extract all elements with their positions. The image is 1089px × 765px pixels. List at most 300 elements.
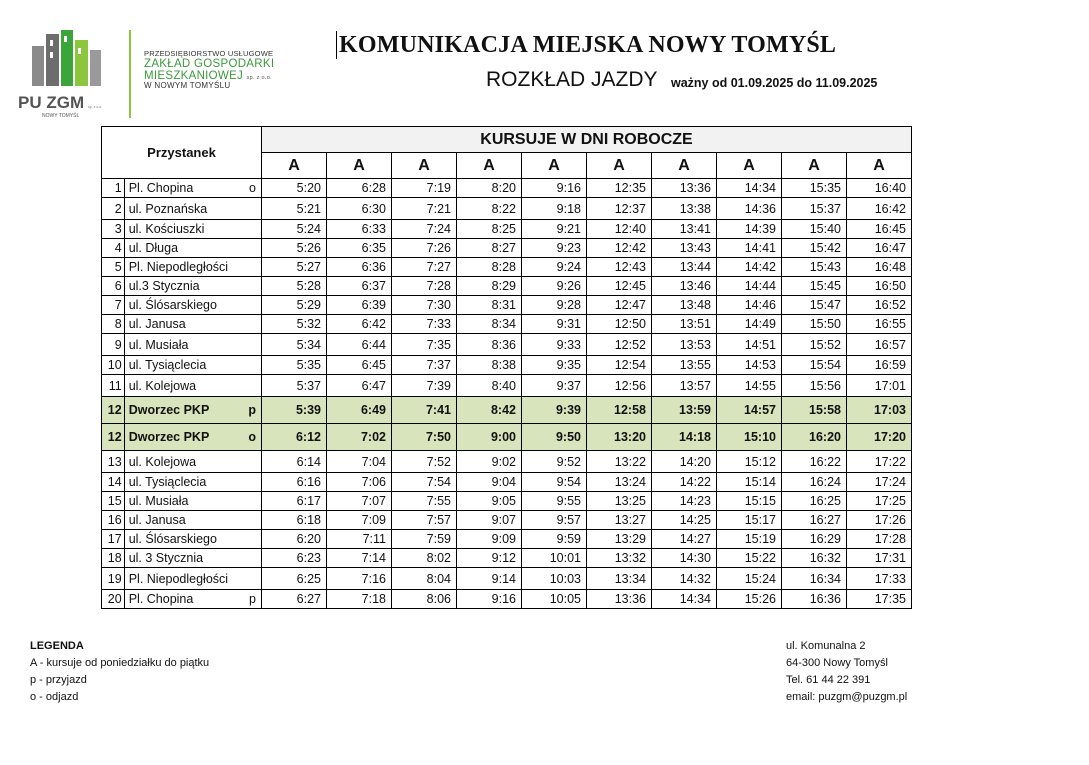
stop-number: 14 (102, 473, 125, 492)
departure-time: 7:50 (392, 424, 457, 451)
stop-number: 16 (102, 511, 125, 530)
stop-number: 11 (102, 375, 125, 397)
departure-time: 17:03 (847, 397, 912, 424)
departure-time: 13:38 (652, 198, 717, 220)
departure-time: 13:59 (652, 397, 717, 424)
stop-name: ul. Ślósarskiego (128, 298, 217, 312)
departure-time: 16:42 (847, 198, 912, 220)
departure-time: 15:54 (782, 356, 847, 375)
course-type-header: A (587, 153, 652, 179)
departure-time: 7:41 (392, 397, 457, 424)
departure-time: 7:55 (392, 492, 457, 511)
departure-time: 9:16 (457, 590, 522, 609)
departure-time: 6:27 (262, 590, 327, 609)
departure-time: 15:42 (782, 239, 847, 258)
departure-time: 14:32 (652, 568, 717, 590)
stop-name: Pl. Niepodległości (128, 260, 229, 274)
departure-time: 7:19 (392, 179, 457, 198)
departure-time: 13:29 (587, 530, 652, 549)
departure-time: 16:45 (847, 220, 912, 239)
course-type-header: A (457, 153, 522, 179)
stop-flag: o (248, 430, 256, 444)
departure-time: 14:44 (717, 277, 782, 296)
departure-time: 17:20 (847, 424, 912, 451)
departure-time: 7:57 (392, 511, 457, 530)
timetable-row (102, 473, 912, 492)
departure-time: 9:04 (457, 473, 522, 492)
timetable-row (102, 179, 912, 198)
departure-time: 9:26 (522, 277, 587, 296)
departure-time: 5:37 (262, 375, 327, 397)
departure-time: 8:20 (457, 179, 522, 198)
departure-time: 13:36 (587, 590, 652, 609)
page-title: KOMUNIKACJA MIEJSKA NOWY TOMYŚL (336, 31, 836, 59)
departure-time: 6:39 (327, 296, 392, 315)
departure-time: 8:04 (392, 568, 457, 590)
departure-time: 14:42 (717, 258, 782, 277)
departure-time: 15:26 (717, 590, 782, 609)
stop-cell (124, 530, 261, 549)
departure-time: 7:04 (327, 451, 392, 473)
departure-time: 15:40 (782, 220, 847, 239)
stop-name: Dworzec PKP (128, 430, 210, 444)
timetable-row (102, 511, 912, 530)
stop-number: 19 (102, 568, 125, 590)
stop-cell (124, 198, 261, 220)
departure-time: 6:36 (327, 258, 392, 277)
departure-time: 6:16 (262, 473, 327, 492)
departure-time: 7:26 (392, 239, 457, 258)
departure-time: 16:24 (782, 473, 847, 492)
stop-number: 4 (102, 239, 125, 258)
departure-time: 9:39 (522, 397, 587, 424)
departure-time: 7:07 (327, 492, 392, 511)
stop-cell (124, 258, 261, 277)
logo-buildings-icon (12, 26, 122, 120)
timetable-row (102, 356, 912, 375)
departure-time: 8:27 (457, 239, 522, 258)
departure-time: 17:26 (847, 511, 912, 530)
company-line-2: ZAKŁAD GOSPODARKI (144, 57, 275, 70)
departure-time: 17:24 (847, 473, 912, 492)
departure-time: 13:48 (652, 296, 717, 315)
departure-time: 6:45 (327, 356, 392, 375)
departure-time: 8:42 (457, 397, 522, 424)
stop-name: ul. Musiała (128, 494, 189, 508)
departure-time: 5:24 (262, 220, 327, 239)
course-type-header: A (327, 153, 392, 179)
legend-title: LEGENDA (30, 640, 84, 652)
stop-number: 9 (102, 334, 125, 356)
departure-time: 15:50 (782, 315, 847, 334)
contact-phone: Tel. 61 44 22 391 (786, 674, 871, 686)
stop-name: Pl. Chopina (128, 592, 194, 606)
departure-time: 15:22 (717, 549, 782, 568)
departure-time: 16:20 (782, 424, 847, 451)
stop-number: 2 (102, 198, 125, 220)
departure-time: 5:20 (262, 179, 327, 198)
departure-time: 14:51 (717, 334, 782, 356)
departure-time: 13:43 (652, 239, 717, 258)
company-line-1: PRZEDSIĘBIORSTWO USŁUGOWE (144, 49, 274, 58)
departure-time: 5:39 (262, 397, 327, 424)
departure-time: 17:28 (847, 530, 912, 549)
timetable-row (102, 492, 912, 511)
stop-name: ul. Ślósarskiego (128, 532, 217, 546)
departure-time: 16:25 (782, 492, 847, 511)
departure-time: 8:29 (457, 277, 522, 296)
departure-time: 8:02 (392, 549, 457, 568)
departure-time: 14:53 (717, 356, 782, 375)
departure-time: 9:54 (522, 473, 587, 492)
departure-time: 15:10 (717, 424, 782, 451)
stop-name: Dworzec PKP (128, 403, 210, 417)
departure-time: 15:37 (782, 198, 847, 220)
stop-number: 17 (102, 530, 125, 549)
departure-time: 6:23 (262, 549, 327, 568)
departure-time: 6:30 (327, 198, 392, 220)
departure-time: 7:52 (392, 451, 457, 473)
contact-address-1: ul. Komunalna 2 (786, 640, 866, 652)
departure-time: 5:35 (262, 356, 327, 375)
departure-time: 14:34 (717, 179, 782, 198)
timetable-row (102, 220, 912, 239)
timetable-row (102, 375, 912, 397)
course-type-header: A (652, 153, 717, 179)
departure-time: 9:24 (522, 258, 587, 277)
contact-info (786, 638, 907, 706)
departure-time: 9:12 (457, 549, 522, 568)
departure-time: 7:06 (327, 473, 392, 492)
departure-time: 8:28 (457, 258, 522, 277)
course-type-header: A (262, 153, 327, 179)
timetable-row (102, 590, 912, 609)
departure-time: 16:36 (782, 590, 847, 609)
page-subtitle: ROZKŁAD JAZDY (486, 68, 658, 91)
departure-time: 7:39 (392, 375, 457, 397)
stop-number: 5 (102, 258, 125, 277)
departure-time: 8:40 (457, 375, 522, 397)
departure-time: 6:28 (327, 179, 392, 198)
departure-time: 7:09 (327, 511, 392, 530)
stop-cell (124, 590, 261, 609)
stop-name: ul. Musiała (128, 337, 189, 352)
departure-time: 9:57 (522, 511, 587, 530)
departure-time: 6:42 (327, 315, 392, 334)
timetable-row (102, 397, 912, 424)
departure-time: 16:40 (847, 179, 912, 198)
stop-number: 12 (102, 397, 125, 424)
departure-time: 6:14 (262, 451, 327, 473)
stop-number: 3 (102, 220, 125, 239)
departure-time: 12:58 (587, 397, 652, 424)
stop-number: 18 (102, 549, 125, 568)
stop-number: 12 (102, 424, 125, 451)
departure-time: 16:50 (847, 277, 912, 296)
departure-time: 15:14 (717, 473, 782, 492)
departure-time: 8:22 (457, 198, 522, 220)
departure-time: 8:38 (457, 356, 522, 375)
departure-time: 7:37 (392, 356, 457, 375)
departure-time: 9:31 (522, 315, 587, 334)
departure-time: 9:18 (522, 198, 587, 220)
stop-cell (124, 451, 261, 473)
departure-time: 16:34 (782, 568, 847, 590)
timetable (101, 126, 912, 609)
departure-time: 5:34 (262, 334, 327, 356)
stop-flag: p (248, 403, 256, 417)
departure-time: 7:59 (392, 530, 457, 549)
departure-time: 15:43 (782, 258, 847, 277)
timetable-row (102, 258, 912, 277)
company-line-3-suffix: sp. z o.o. (246, 74, 272, 81)
departure-time: 9:35 (522, 356, 587, 375)
timetable-row (102, 568, 912, 590)
departure-time: 17:25 (847, 492, 912, 511)
departure-time: 14:18 (652, 424, 717, 451)
departure-time: 9:37 (522, 375, 587, 397)
stop-cell (124, 473, 261, 492)
departure-time: 17:35 (847, 590, 912, 609)
departure-time: 9:07 (457, 511, 522, 530)
departure-time: 12:56 (587, 375, 652, 397)
departure-time: 6:25 (262, 568, 327, 590)
departure-time: 9:05 (457, 492, 522, 511)
departure-time: 9:21 (522, 220, 587, 239)
departure-time: 13:41 (652, 220, 717, 239)
stop-cell (124, 549, 261, 568)
departure-time: 13:34 (587, 568, 652, 590)
departure-time: 6:44 (327, 334, 392, 356)
departure-time: 16:29 (782, 530, 847, 549)
departure-time: 16:32 (782, 549, 847, 568)
departure-time: 16:22 (782, 451, 847, 473)
departure-time: 7:24 (392, 220, 457, 239)
departure-time: 9:59 (522, 530, 587, 549)
departure-time: 12:47 (587, 296, 652, 315)
departure-time: 15:47 (782, 296, 847, 315)
departure-time: 12:35 (587, 179, 652, 198)
departure-time: 13:53 (652, 334, 717, 356)
departure-time: 6:18 (262, 511, 327, 530)
stop-number: 8 (102, 315, 125, 334)
departure-time: 13:20 (587, 424, 652, 451)
legend-item: A - kursuje od poniedziałku do piątku (30, 657, 210, 669)
stop-number: 1 (102, 179, 125, 198)
departure-time: 10:03 (522, 568, 587, 590)
departure-time: 14:57 (717, 397, 782, 424)
validity-period: ważny od 01.09.2025 do 11.09.2025 (671, 76, 878, 90)
stop-number: 7 (102, 296, 125, 315)
departure-time: 7:11 (327, 530, 392, 549)
stop-name: ul. Kolejowa (128, 454, 197, 469)
departure-time: 7:33 (392, 315, 457, 334)
stop-number: 10 (102, 356, 125, 375)
departure-time: 16:55 (847, 315, 912, 334)
departure-time: 12:50 (587, 315, 652, 334)
stop-cell (124, 179, 261, 198)
departure-time: 9:02 (457, 451, 522, 473)
departure-time: 9:00 (457, 424, 522, 451)
departure-time: 10:05 (522, 590, 587, 609)
departure-time: 13:55 (652, 356, 717, 375)
departure-time: 13:24 (587, 473, 652, 492)
departure-time: 14:41 (717, 239, 782, 258)
departure-time: 13:32 (587, 549, 652, 568)
logo-divider (129, 30, 131, 118)
departure-time: 15:12 (717, 451, 782, 473)
departure-time: 6:17 (262, 492, 327, 511)
departure-time: 6:20 (262, 530, 327, 549)
timetable-row (102, 296, 912, 315)
timetable-row (102, 239, 912, 258)
departure-time: 14:36 (717, 198, 782, 220)
departure-time: 17:31 (847, 549, 912, 568)
stop-cell (124, 568, 261, 590)
departure-time: 14:55 (717, 375, 782, 397)
stop-name: ul. Poznańska (128, 201, 208, 216)
departure-time: 9:33 (522, 334, 587, 356)
departure-time: 7:30 (392, 296, 457, 315)
departure-time: 14:34 (652, 590, 717, 609)
departure-time: 15:19 (717, 530, 782, 549)
timetable-row (102, 315, 912, 334)
departure-time: 13:51 (652, 315, 717, 334)
course-type-header: A (717, 153, 782, 179)
departure-time: 13:25 (587, 492, 652, 511)
timetable-row (102, 549, 912, 568)
departure-time: 13:27 (587, 511, 652, 530)
stop-name: ul. Tysiąclecia (128, 358, 207, 372)
logo-city: NOWY TOMYŚL (42, 113, 80, 119)
departure-time: 9:55 (522, 492, 587, 511)
departure-time: 16:59 (847, 356, 912, 375)
logo-brand-sub: sp. z o.o. (88, 105, 103, 109)
departure-time: 9:28 (522, 296, 587, 315)
departure-time: 15:52 (782, 334, 847, 356)
stop-name: ul. Kościuszki (128, 222, 205, 236)
departure-time: 8:34 (457, 315, 522, 334)
stop-cell (124, 315, 261, 334)
departure-time: 7:14 (327, 549, 392, 568)
stop-name: ul. Tysiąclecia (128, 475, 207, 489)
departure-time: 8:31 (457, 296, 522, 315)
company-line-4: W NOWYM TOMYŚLU (144, 81, 231, 90)
departure-time: 5:27 (262, 258, 327, 277)
timetable-row (102, 277, 912, 296)
departure-time: 7:27 (392, 258, 457, 277)
departure-time: 16:48 (847, 258, 912, 277)
departure-time: 9:23 (522, 239, 587, 258)
departure-time: 10:01 (522, 549, 587, 568)
stop-name: ul.3 Stycznia (128, 279, 200, 293)
timetable-row (102, 424, 912, 451)
stop-column-header: Przystanek (102, 127, 262, 179)
departure-time: 14:23 (652, 492, 717, 511)
contact-email: email: puzgm@puzgm.pl (786, 691, 908, 703)
departure-time: 7:02 (327, 424, 392, 451)
departure-time: 15:35 (782, 179, 847, 198)
stop-cell (124, 220, 261, 239)
departure-time: 12:54 (587, 356, 652, 375)
company-logo (12, 26, 122, 120)
stop-cell (124, 375, 261, 397)
departure-time: 6:47 (327, 375, 392, 397)
timetable-row (102, 451, 912, 473)
departure-time: 12:45 (587, 277, 652, 296)
departure-time: 7:35 (392, 334, 457, 356)
departure-time: 9:16 (522, 179, 587, 198)
stop-cell (124, 277, 261, 296)
departure-time: 16:27 (782, 511, 847, 530)
departure-time: 13:57 (652, 375, 717, 397)
departure-time: 9:14 (457, 568, 522, 590)
departure-time: 14:46 (717, 296, 782, 315)
stop-name: ul. Długa (128, 241, 179, 255)
departure-time: 17:22 (847, 451, 912, 473)
departure-time: 7:28 (392, 277, 457, 296)
departure-time: 5:29 (262, 296, 327, 315)
departure-time: 7:16 (327, 568, 392, 590)
legend-item: o - odjazd (30, 691, 79, 703)
departure-time: 13:36 (652, 179, 717, 198)
timetable-row (102, 334, 912, 356)
stop-number: 15 (102, 492, 125, 511)
departure-time: 5:32 (262, 315, 327, 334)
timetable-body (102, 179, 912, 609)
departure-time: 6:33 (327, 220, 392, 239)
departure-time: 12:40 (587, 220, 652, 239)
departure-time: 14:39 (717, 220, 782, 239)
departure-time: 16:47 (847, 239, 912, 258)
timetable-row (102, 198, 912, 220)
timetable-row (102, 530, 912, 549)
departure-time: 15:56 (782, 375, 847, 397)
course-type-header: A (522, 153, 587, 179)
departure-time: 12:43 (587, 258, 652, 277)
company-line-3-text: MIESZKANIOWEJ (144, 69, 244, 82)
contact-address-2: 64-300 Nowy Tomyśl (786, 657, 888, 669)
company-name (144, 50, 274, 90)
course-type-header: A (782, 153, 847, 179)
stop-cell (124, 424, 261, 451)
departure-time: 9:09 (457, 530, 522, 549)
legend (30, 638, 209, 706)
stop-cell (124, 356, 261, 375)
departure-time: 14:25 (652, 511, 717, 530)
departure-time: 13:44 (652, 258, 717, 277)
departure-time: 9:52 (522, 451, 587, 473)
stop-name: ul. Janusa (128, 513, 186, 527)
stop-cell (124, 334, 261, 356)
stop-flag: o (249, 181, 256, 195)
stop-cell (124, 397, 261, 424)
stop-cell (124, 492, 261, 511)
departure-time: 14:49 (717, 315, 782, 334)
stop-flag: p (249, 592, 256, 606)
departure-time: 15:45 (782, 277, 847, 296)
stop-name: ul. 3 Stycznia (128, 551, 204, 565)
days-header: KURSUJE W DNI ROBOCZE (262, 127, 912, 153)
departure-time: 12:52 (587, 334, 652, 356)
departure-time: 17:01 (847, 375, 912, 397)
stop-name: ul. Janusa (128, 317, 186, 331)
departure-time: 17:33 (847, 568, 912, 590)
departure-time: 13:22 (587, 451, 652, 473)
departure-time: 15:15 (717, 492, 782, 511)
departure-time: 13:46 (652, 277, 717, 296)
stop-name: ul. Kolejowa (128, 378, 197, 393)
